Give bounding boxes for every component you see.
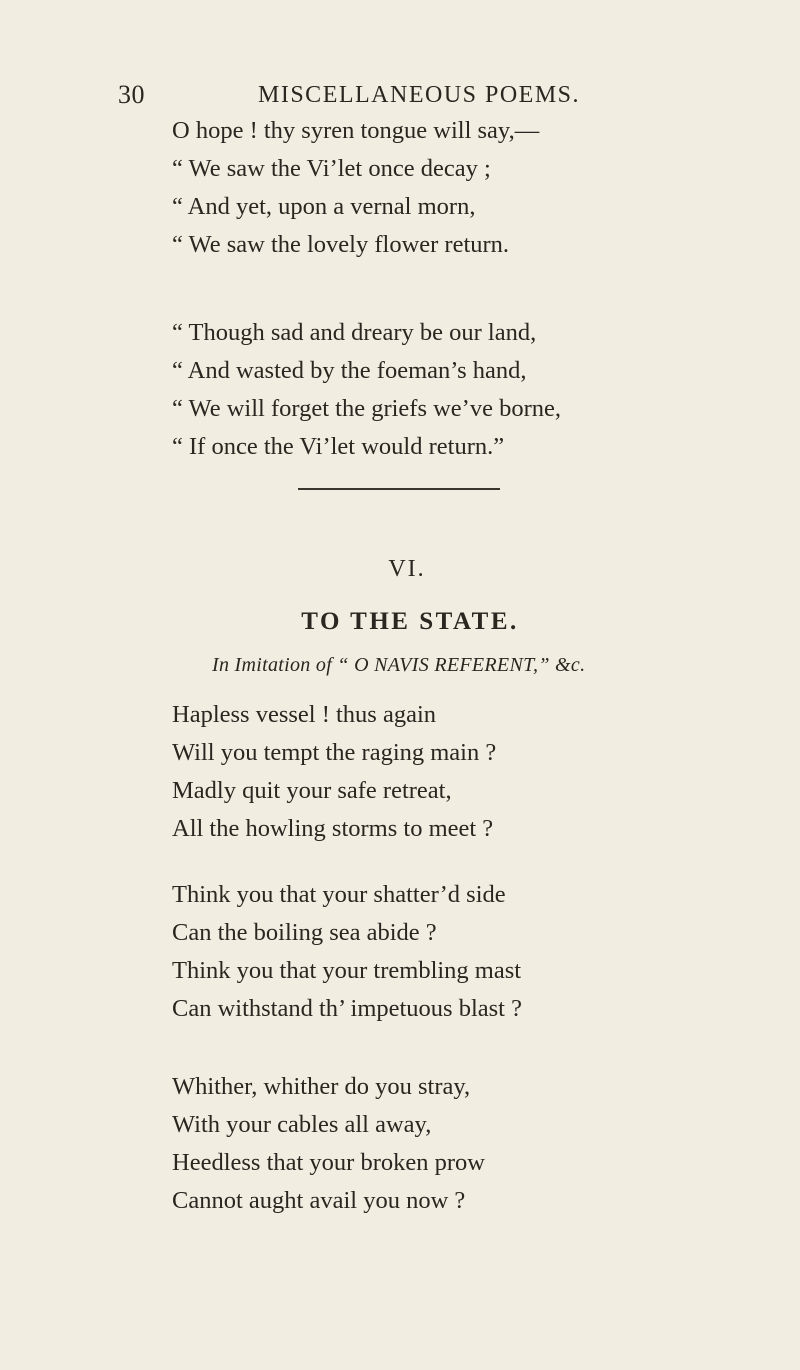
running-head: MISCELLANEOUS POEMS. [258, 82, 581, 108]
verse-line: “ We saw the lovely flower return. [172, 231, 510, 258]
verse-line: Think you that your trembling mast [172, 957, 522, 984]
verse-line: Hapless vessel ! thus again [172, 701, 436, 728]
verse-line: Can withstand th’ impetuous blast ? [172, 995, 522, 1022]
verse-line: Madly quit your safe retreat, [172, 777, 452, 804]
section-divider [298, 488, 500, 490]
poem-vi-stanza-3 [172, 1068, 485, 1220]
verse-line: “ Though sad and dreary be our land, [172, 319, 537, 346]
verse-line: “ We saw the Vi’let once decay ; [172, 155, 491, 182]
verse-line: Will you tempt the raging main ? [172, 739, 497, 766]
poem-subtitle: In Imitation of “ O NAVIS REFERENT,” &c. [212, 654, 586, 676]
verse-line: With your cables all away, [172, 1111, 432, 1138]
verse-line: “ If once the Vi’let would return.” [172, 433, 505, 460]
verse-line: “ And yet, upon a vernal morn, [172, 193, 476, 220]
poem-title: TO THE STATE. [301, 608, 519, 635]
verse-line: Cannot aught avail you now ? [172, 1187, 466, 1214]
poem-v-stanza-2 [172, 314, 561, 466]
verse-line: “ And wasted by the foeman’s hand, [172, 357, 527, 384]
verse-line: “ We will forget the griefs we’ve borne, [172, 395, 561, 422]
verse-line: All the howling storms to meet ? [172, 815, 494, 842]
poem-number: VI. [388, 556, 426, 582]
poem-v-stanza-1 [172, 112, 539, 264]
verse-line: O hope ! thy syren tongue will say,— [172, 117, 540, 144]
poem-vi-stanza-1 [172, 696, 496, 848]
page-number: 30 [118, 80, 145, 109]
poem-vi-stanza-2 [172, 876, 522, 1028]
verse-line: Think you that your shatter’d side [172, 881, 506, 908]
verse-line: Heedless that your broken prow [172, 1149, 485, 1176]
verse-line: Can the boiling sea abide ? [172, 919, 437, 946]
verse-line: Whither, whither do you stray, [172, 1073, 471, 1100]
